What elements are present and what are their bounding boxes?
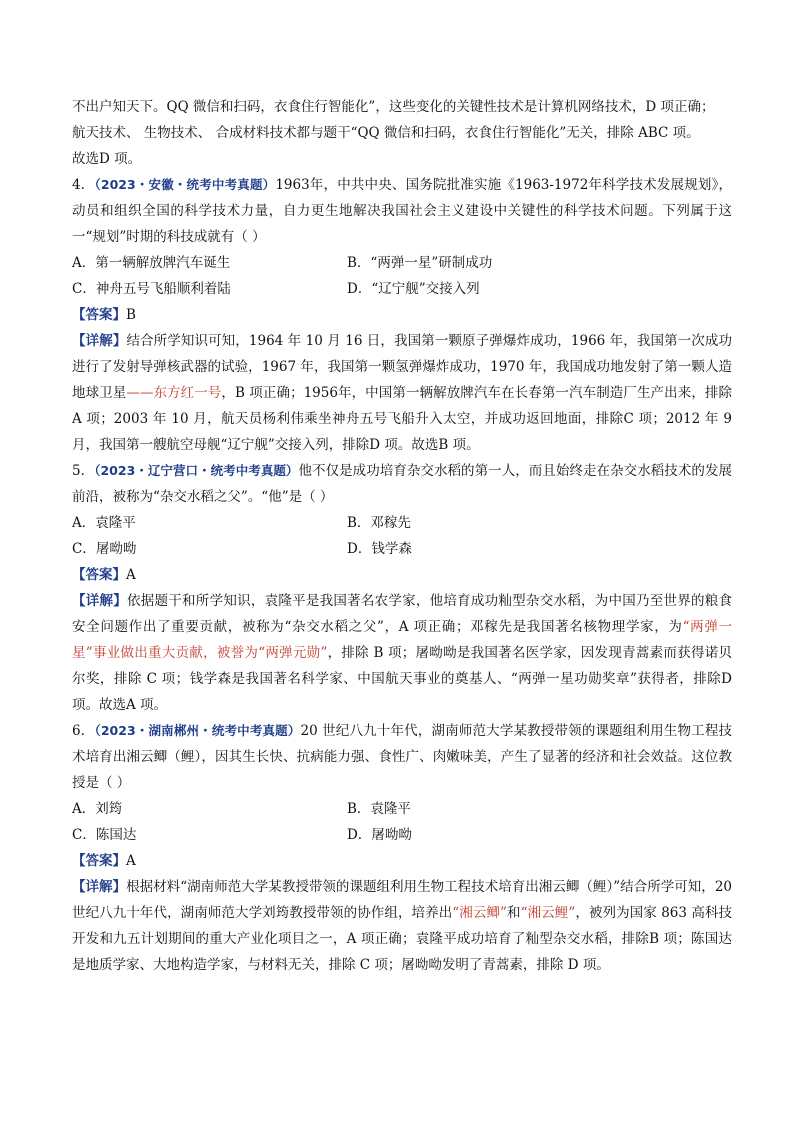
option-b: B．袁隆平 [347, 801, 411, 817]
explanation-text: ，排除 B 项；屠呦呦是我国著名医学家，因发现青蒿素而获得诺贝尔奖，排除 C 项；钱学森是我国著名科学家、中国航天事业的奠基人、“两弹一星功勋奖章”获得者，排除D 项。故选A 项。 [72, 645, 732, 713]
text-line: 不出户知天下。QQ 微信和扫码，衣食住行智能化”，这些变化的关键性技术是计算机网络技术，D 项正确； [72, 99, 715, 115]
options [72, 250, 732, 302]
option-b: B．邓稼先 [347, 515, 411, 531]
question-source: （2023・辽宁营口・统考中考真题） [94, 463, 299, 478]
explanation [72, 874, 732, 978]
question-number: 5． [72, 463, 95, 479]
question-5 [72, 458, 732, 718]
answer-value: B [126, 307, 136, 323]
text-line: 故选D 项。 [72, 151, 142, 167]
text-line: 航天技术、 生物技术、 合成材料技术都与题干“QQ 微信和扫码，衣食住行智能化”无关，排除 ABC 项。 [72, 125, 700, 141]
explanation-highlight: “湘云鲤” [520, 905, 576, 921]
question-text: 20 世纪八九十年代，湖南师范大学某教授带领的课题组利用生物工程技术培育出湘云鲫（鲤），因其生长快、抗病能力强、食性广、肉嫩味美，产生了显著的经济和社会效益。这位教授是（ ） [72, 723, 733, 791]
option-d: D．屠呦呦 [347, 827, 412, 843]
question-stem [72, 718, 732, 796]
explanation-text: ，B 项正确；1956年，中国第一辆解放牌汽车在长春第一汽车制造厂生产出来，排除A 项；2003 年 10 月，航天员杨利伟乘坐神舟五号飞船升入太空，并成功返回地面，排除C 项；2012 年 9 月，我国第一艘航空母舰“辽宁舰”交接入列，排除D 项。故选B 项。 [72, 385, 733, 453]
option-a: A．第一辆解放牌汽车诞生 [72, 255, 231, 271]
explanation-text: 结合所学知识可知，1964 年 10 月 16 日，我国第一颗原子弹爆炸成功，1966 年，我国第一次成功进行了发射导弹核武器的试验，1967 年，我国第一颗氢弹爆炸成功，1970 年，我国成功地发射了第一颗人造地球卫星 [72, 333, 733, 401]
options [72, 796, 732, 848]
explanation-text: ，被列为国家 863 高科技开发和九五计划期间的重大产业化项目之一，A 项正确；袁隆平成功培育了籼型杂交水稻，排除B 项；陈国达是地质学家、大地构造学家，与材料无关，排除 C 项；屠呦呦发明了青蒿素，排除 D 项。 [72, 905, 733, 973]
option-d: D．钱学森 [347, 541, 412, 557]
option-d: D．“辽宁舰”交接入列 [347, 281, 480, 297]
options [72, 510, 732, 562]
answer-value: A [126, 853, 136, 869]
explanation-highlight: “两弹一星”事业做出重大贡献，被誉为“两弹元勋” [72, 619, 733, 661]
question-number: 6． [72, 723, 95, 739]
question-6 [72, 718, 732, 978]
answer-value: A [126, 567, 136, 583]
question-source: （2023・湖南郴州・统考中考真题） [94, 723, 301, 738]
question-text: 1963年，中共中央、国务院批准实施《1963-1972年科学技术发展规划》，动员和组织全国的科学技术力量，自力更生地解决我国社会主义建设中关键性的科学技术问题。下列属于这一“规划”时期的科技成就有（ ） [72, 177, 732, 245]
option-c: C．陈国达 [72, 827, 137, 843]
document-page [72, 94, 732, 978]
question-number: 4． [72, 177, 95, 193]
question-stem [72, 458, 732, 510]
answer-label: 【答案】 [72, 307, 126, 323]
previous-explanation-tail [72, 94, 732, 172]
option-b: B．“两弹一星”研制成功 [347, 255, 493, 271]
explanation [72, 328, 732, 458]
explanation [72, 588, 732, 718]
answer-label: 【答案】 [72, 853, 126, 869]
option-c: C．神舟五号飞船顺利着陆 [72, 281, 231, 297]
explanation-label: 【详解】 [72, 333, 127, 349]
question-stem [72, 172, 732, 250]
answer [72, 848, 732, 874]
answer [72, 562, 732, 588]
question-4 [72, 172, 732, 458]
explanation-label: 【详解】 [72, 593, 128, 609]
explanation-highlight: ——东方红一号 [126, 385, 222, 401]
explanation-text: 根据材料“湖南师范大学某教授带领的课题组利用生物工程技术培育出湘云鲫（鲤）”结合所学可知，20 世纪八九十年代，湖南师范大学刘筠教授带领的协作组，培养出 [72, 879, 733, 921]
question-source: （2023・安徽・统考中考真题） [94, 177, 276, 192]
option-a: A．刘筠 [72, 801, 123, 817]
answer [72, 302, 732, 328]
answer-label: 【答案】 [72, 567, 126, 583]
explanation-highlight: “湘云鲫” [452, 905, 507, 921]
question-text: 他不仅是成功培育杂交水稻的第一人，而且始终走在杂交水稻技术的发展前沿，被称为“杂交水稻之父”。“他”是（ ） [72, 463, 732, 505]
explanation-text: 依据题干和所学知识，袁隆平是我国著名农学家，他培育成功籼型杂交水稻，为中国乃至世界的粮食安全问题作出了重要贡献，被称为“杂交水稻之父”，A 项正确；邓稼先是我国著名核物理学家，为 [72, 593, 733, 635]
option-a: A．袁隆平 [72, 515, 136, 531]
option-c: C．屠呦呦 [72, 541, 137, 557]
explanation-label: 【详解】 [72, 879, 127, 895]
explanation-text: 和 [506, 905, 521, 921]
